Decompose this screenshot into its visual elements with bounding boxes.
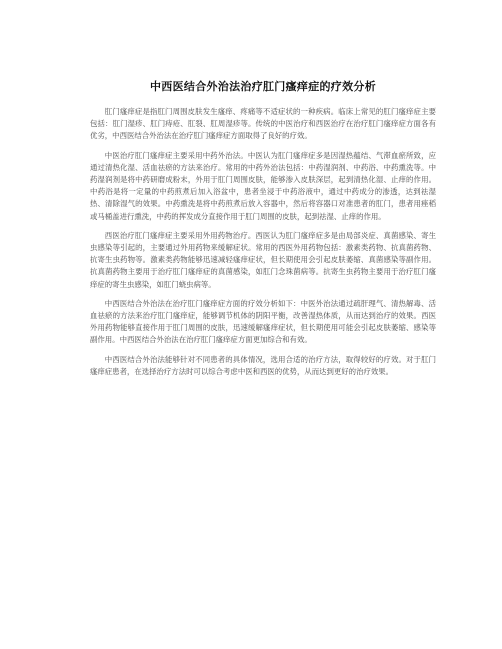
paragraph-conclusion: 中西医结合外治法能够针对不同患者的具体情况，选用合适的治疗方法，取得较好的疗效。对于肛门瘙痒症患者，在选择治疗方法时可以综合考虑中医和西医的优势，从而达到更好的治疗效果。 bbox=[90, 354, 436, 376]
document-title: 中西医结合外治法治疗肛门瘙痒症的疗效分析 bbox=[150, 80, 376, 93]
paragraph-efficacy-analysis: 中西医结合外治法在治疗肛门瘙痒症方面的疗效分析如下：中医外治法通过疏肝理气、清热解毒、活血祛瘀的方法来治疗肛门瘙痒症，能够调节机体的阴阳平衡，改善湿热体质，从而达到治疗的效果。西医外用药物能够直接作用于肛门周围的皮肤，迅速缓解瘙痒症状，但长期使用可能会引起皮肤萎缩、感染等副作用。中西医结合外治法在治疗肛门瘙痒症方面更加综合和有效。 bbox=[90, 298, 436, 345]
paragraph-tcm-treatment: 中医治疗肛门瘙痒症主要采用中药外治法。中医认为肛门瘙痒症多是因湿热蕴结、气滞血瘀所致，应通过清热化湿、活血祛瘀的方法来治疗。常用的中药外治法包括：中药湿润剂、中药浴、中药熏洗等。中药湿润剂是将中药研磨成粉末，外用于肛门周围皮肤，能够渗入皮肤深层，起到清热化湿、止痒的作用。中药浴是将一定量的中药煎煮后加入浴盆中，患者坐浸于中药浴液中，通过中药成分的渗透，达到祛湿热、清除湿气的效果。中药熏洗是将中药煎煮后放入容器中，然后将容器口对准患者的肛门，患者用痤稻或马桶盖进行熏洗，中药的挥发成分直接作用于肛门周围的皮肤，起到祛湿、止痒的作用。 bbox=[90, 150, 436, 221]
paragraph-intro: 肛门瘙痒症是指肛门周围皮肤发生瘙痒、疼痛等不适症状的一种疾病。临床上常见的肛门瘙痒症主要包括：肛门湿疹、肛门痔疮、肛裂、肛周湿疹等。传统的中医治疗和西医治疗在治疗肛门瘙痒症方面各有优劣，中西医结合外治法在治疗肛门瘙痒症方面取得了良好的疗效。 bbox=[90, 107, 436, 141]
paragraph-western-treatment: 西医治疗肛门瘙痒症主要采用外用药物治疗。西医认为肛门瘙痒症多是由局部炎症、真菌感染、寄生虫感染等引起的，主要通过外用药物来缓解症状。常用的西医外用药物包括：激素类药物、抗真菌药物、抗寄生虫药物等。激素类药物能够迅速减轻瘙痒症状，但长期使用会引起皮肤萎缩、真菌感染等副作用。抗真菌药物主要用于治疗肛门瘙痒症的真菌感染，如肛门念珠菌病等。抗寄生虫药物主要用于治疗肛门瘙痒症的寄生虫感染，如肛门蛲虫病等。 bbox=[90, 230, 436, 289]
